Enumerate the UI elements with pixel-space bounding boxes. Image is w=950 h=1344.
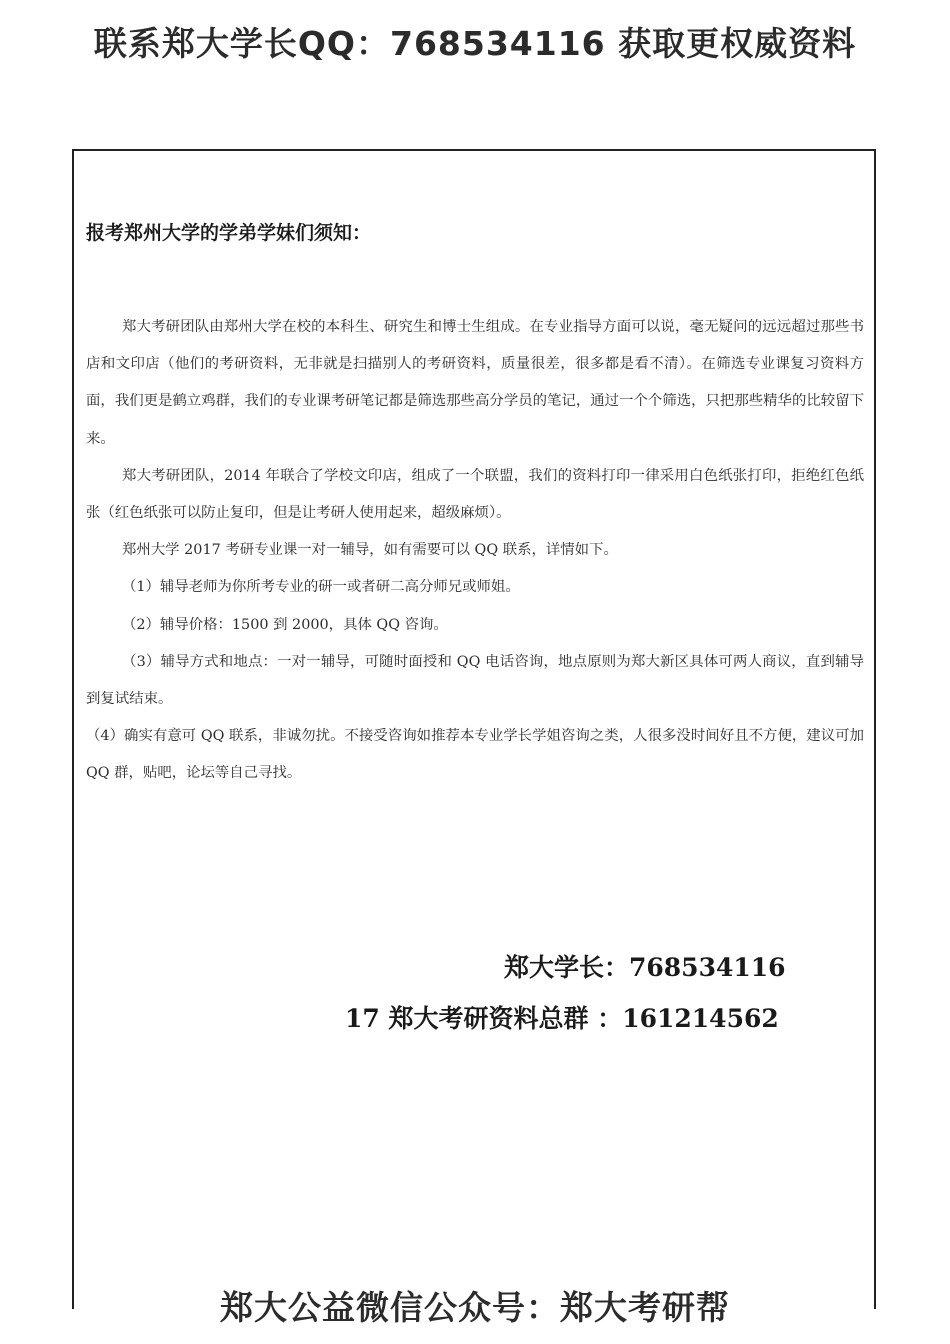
senior-contact: 郑大学长：768534116 bbox=[504, 953, 786, 982]
group-contact: 17 郑大考研资料总群 ：161214562 bbox=[345, 1004, 779, 1033]
paragraph-alliance: 郑大考研团队，2014 年联合了学校文印店，组成了一个联盟，我们的资料打印一律采用白色纸张打印，拒绝红色纸张（红色纸张可以防止复印，但是让考研人使用起来，超级麻烦）。 bbox=[86, 467, 864, 522]
paragraph-intro: 郑大考研团队由郑州大学在校的本科生、研究生和博士生组成。在专业指导方面可以说，毫无疑问的远远超过那些书店和文印店（他们的考研资料，无非就是扫描别人的考研资料，质量很差，很多都是看不清）。在筛选专业课复习资料方面，我们更是鹤立鸡群，我们的专业课考研笔记都是筛选那些高分学员的笔记，通过一个个筛选，只把那些精华的比较留下来。 bbox=[86, 319, 864, 447]
list-item-method: （3）辅导方式和地点：一对一辅导，可随时面授和 QQ 电话咨询，地点原则为郑大新区具体可两人商议，直到辅导到复试结束。 bbox=[86, 653, 864, 708]
notice-heading: 报考郑州大学的学弟学妹们须知： bbox=[86, 222, 372, 244]
list-item-tutor: （1）辅导老师为你所考专业的研一或者研二高分师兄或师姐。 bbox=[122, 579, 520, 596]
paragraph-tutoring: 郑州大学 2017 考研专业课一对一辅导，如有需要可以 QQ 联系，详情如下。 bbox=[122, 542, 618, 559]
bottom-banner: 郑大公益微信公众号：郑大考研帮 bbox=[220, 1288, 730, 1327]
top-banner: 联系郑大学长QQ：768534116 获取更权威资料 bbox=[93, 24, 857, 63]
list-item-contact: （4）确实有意可 QQ 联系，非诚勿扰。不接受咨询如推荐本专业学长学姐咨询之类，人很多没时间好且不方便，建议可加 QQ 群，贴吧，论坛等自己寻找。 bbox=[86, 728, 864, 782]
list-item-price: （2）辅导价格：1500 到 2000，具体 QQ 咨询。 bbox=[122, 616, 448, 633]
notice-body bbox=[86, 309, 864, 793]
